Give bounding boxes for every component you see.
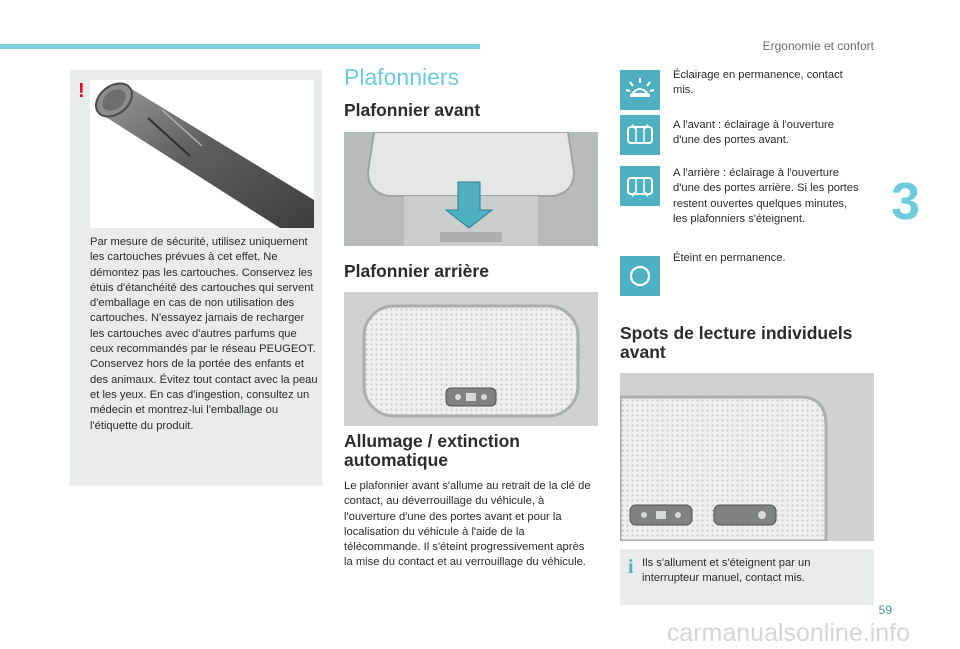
front-door-icon: [620, 115, 660, 155]
mode-front-text: A l'avant : éclairage à l'ouverture d'une des portes avant.: [673, 119, 834, 147]
off-icon: [620, 256, 660, 296]
warning-text: Par mesure de sécurité, utilisez uniquement les cartouches prévues à cet effet. Ne démontez pas les cartouches. Conservez les étuis d'étanchéité des cartouches qui servent d'emballage en cas de non utilisation des cartouches. N'essayez jamais de recharger les cartouches avec d'autres parfums que ceux recommandés par le réseau PEUGEOT. Conservez hors de la portée des enfants et des animaux. Évitez tout contact avec la peau et les yeux. En cas d'ingestion, consultez un médecin et montrez-lui l'emballage ou l'étiquette du produit.: [90, 236, 318, 432]
reading-spots-image: [620, 373, 874, 541]
info-icon: i: [628, 556, 634, 578]
page-number: 59: [878, 603, 892, 617]
rear-door-icon: [620, 166, 660, 206]
mode-rear-text: A l'arrière : éclairage à l'ouverture d'une des portes arrière. Si les portes restent ouvertes quelques minutes, les plafonniers s'éteignent.: [673, 167, 859, 225]
section-label: Ergonomie et confort: [762, 39, 874, 53]
info-text: Ils s'allument et s'éteignent par un interrupteur manuel, contact mis.: [642, 557, 811, 585]
auto-switch-text: Le plafonnier avant s'allume au retrait de la clé de contact, au déverrouillage du véhicule, à l'ouverture d'une des portes avant et pour la localisation du véhicule à l'aide de la télécommande. Il s'éteint progressivement après la mise du contact et au verrouillage du véhicule.: [344, 480, 591, 569]
reading-spots-heading: Spots de lecture individuels avant: [620, 323, 853, 362]
warning-icon: !: [78, 80, 85, 102]
front-ceiling-light-image: [344, 132, 598, 246]
lamp-on-icon: [620, 70, 660, 110]
perfume-cartridge-image: [90, 80, 314, 228]
page-title: Plafonniers: [344, 64, 460, 90]
auto-switch-heading: Allumage / extinction automatique: [344, 431, 520, 470]
header-accent-bar: [0, 44, 480, 49]
mode-on-text: Éclairage en permanence, contact mis.: [673, 69, 843, 97]
front-light-heading: Plafonnier avant: [344, 100, 481, 120]
rear-light-heading: Plafonnier arrière: [344, 261, 489, 281]
watermark: carmanualsonline.info: [666, 619, 910, 647]
rear-ceiling-light-image: [344, 292, 598, 426]
chapter-number: 3: [891, 173, 920, 231]
mode-off-text: Éteint en permanence.: [673, 252, 786, 264]
